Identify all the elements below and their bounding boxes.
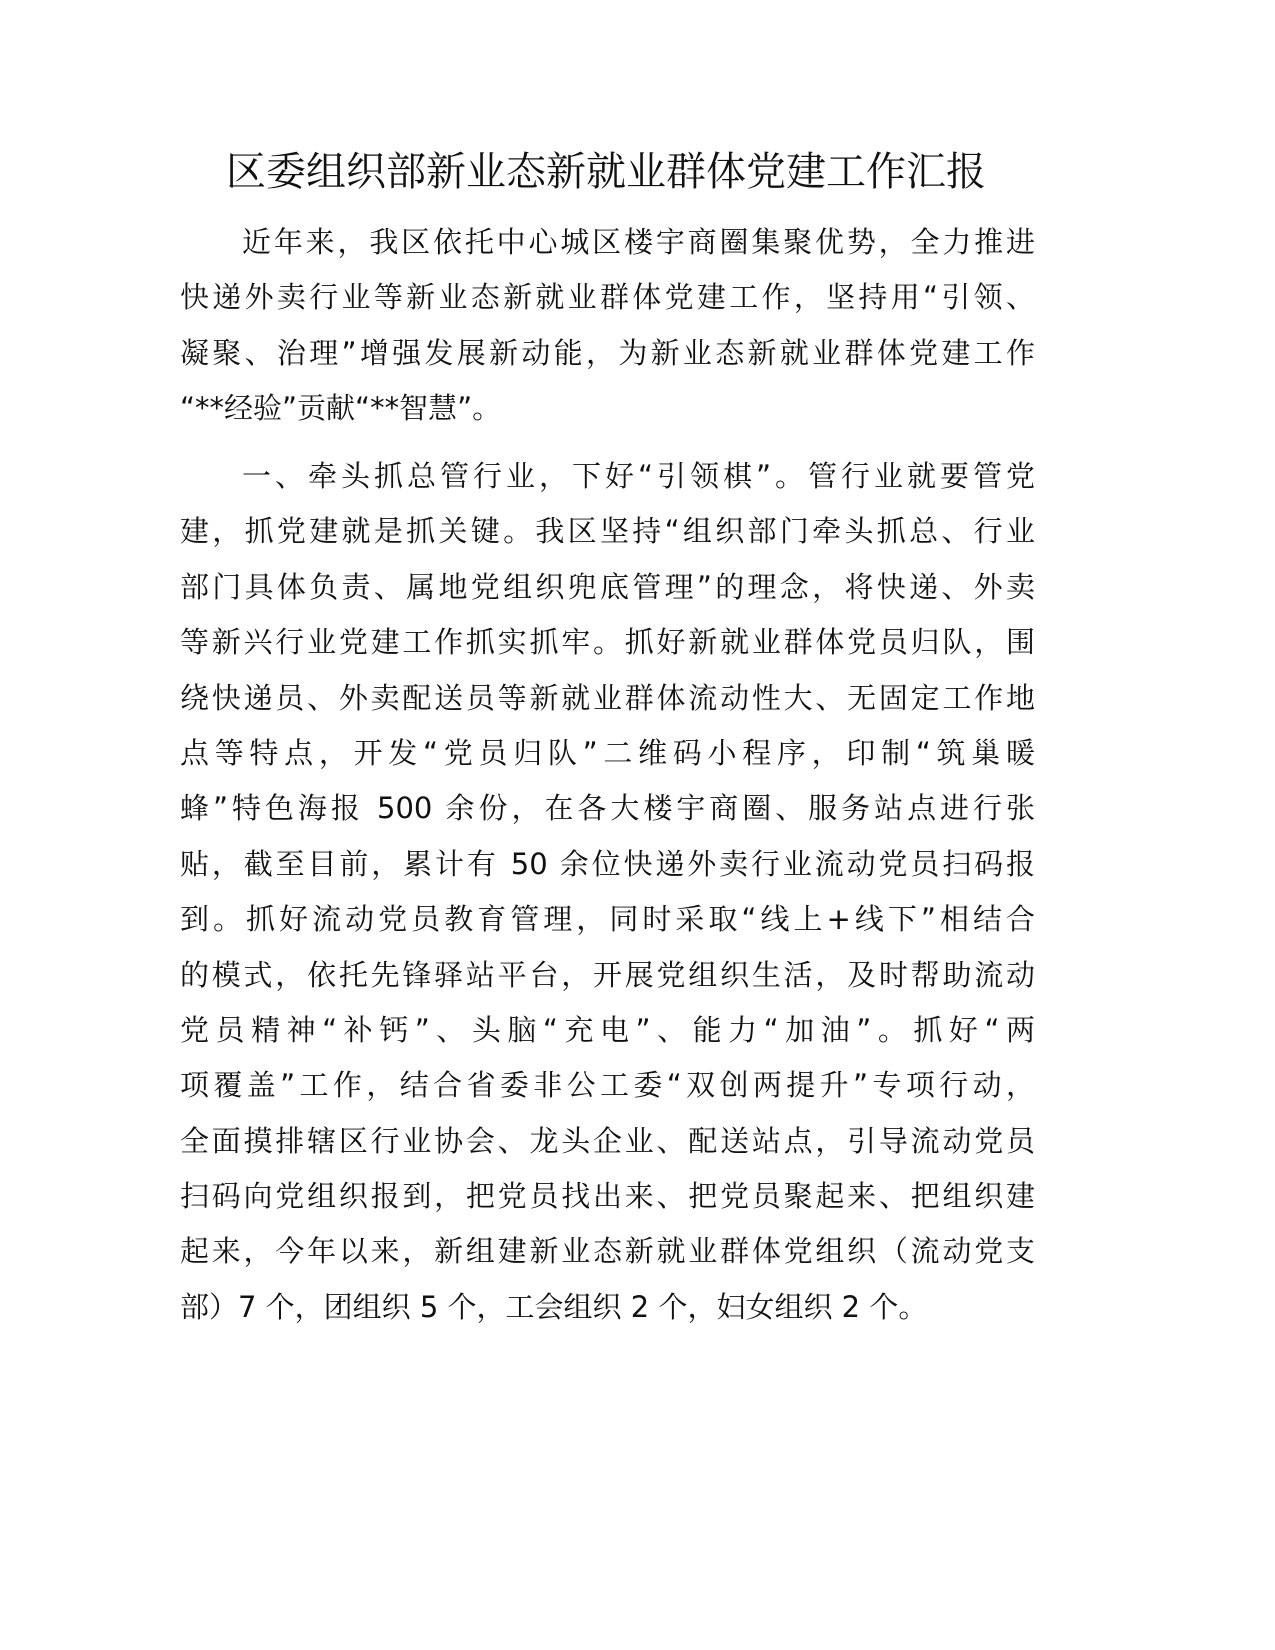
text-line: 部门具体负责、属地党组织兜底管理”的理念，将快递、外卖 [180, 569, 1035, 604]
paragraph-intro [180, 215, 1035, 437]
document-title: 区委组织部新业态新就业群体党建工作汇报 [226, 149, 986, 195]
text-line: 全面摸排辖区行业协会、龙头企业、配送站点，引导流动党员 [180, 1123, 1035, 1158]
text-line: “**经验”贡献“**智慧”。 [180, 391, 502, 426]
text-line: 的模式，依托先锋驿站平台，开展党组织生活，及时帮助流动 [180, 957, 1035, 992]
text-line: 起来，今年以来，新组建新业态新就业群体党组织（流动党支 [180, 1234, 1035, 1269]
text-line: 建，抓党建就是抓关键。我区坚持“组织部门牵头抓总、行业 [180, 514, 1035, 549]
text-line: 部）7 个，团组织 5 个，工会组织 2 个，妇女组织 2 个。 [180, 1289, 928, 1324]
text-line: 党员精神“补钙”、头脑“充电”、能力“加油”。抓好“两 [180, 1012, 1035, 1047]
text-line: 点等特点，开发“党员归队”二维码小程序，印制“筑巢暖 [180, 735, 1035, 770]
text-line: 等新兴行业党建工作抓实抓牢。抓好新就业群体党员归队，围 [180, 625, 1035, 660]
text-line: 绕快递员、外卖配送员等新就业群体流动性大、无固定工作地 [180, 680, 1035, 715]
text-line: 快递外卖行业等新业态新就业群体党建工作，坚持用“引领、 [180, 280, 1035, 315]
text-line: 一、牵头抓总管行业，下好“引领棋”。管行业就要管党 [242, 459, 1035, 493]
text-line: 到。抓好流动党员教育管理，同时采取“线上+线下”相结合 [180, 902, 1035, 937]
text-line: 扫码向党组织报到，把党员找出来、把党员聚起来、把组织建 [180, 1179, 1035, 1214]
text-line: 贴，截至目前，累计有 50 余位快递外卖行业流动党员扫码报 [180, 846, 1035, 881]
paragraph-section-one [180, 449, 1035, 1335]
text-line: 近年来，我区依托中心城区楼宇商圈集聚优势，全力推进 [242, 225, 1035, 259]
text-line: 凝聚、治理”增强发展新动能，为新业态新就业群体党建工作 [180, 335, 1035, 370]
text-line: 项覆盖”工作，结合省委非公工委“双创两提升”专项行动， [180, 1068, 1035, 1103]
text-line: 蜂”特色海报 500 余份，在各大楼宇商圈、服务站点进行张 [180, 791, 1035, 826]
